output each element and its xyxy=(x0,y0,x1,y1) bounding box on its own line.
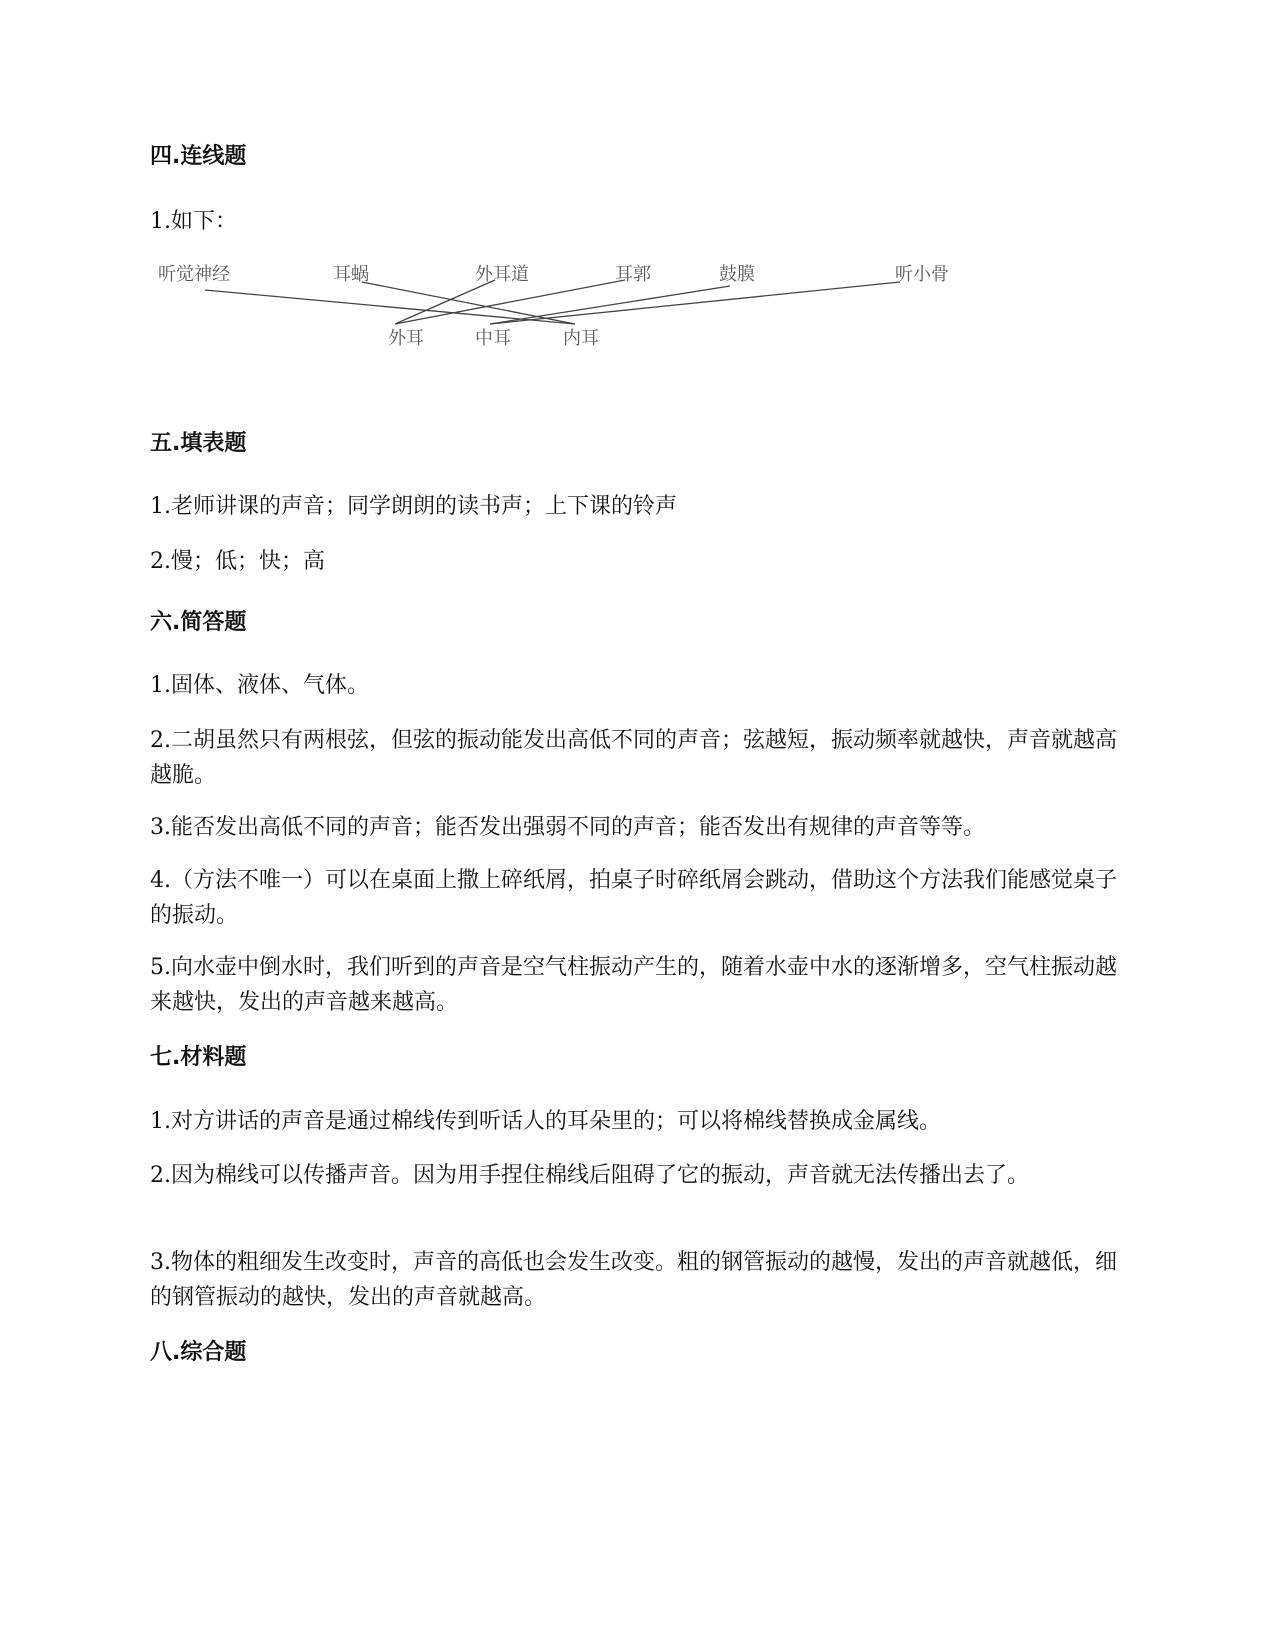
matching-diagram-svg xyxy=(150,262,1010,372)
section-heading-comprehensive: 八.综合题 xyxy=(150,1340,247,1365)
label-ossicles: 听小骨 xyxy=(895,264,949,285)
label-auditory-nerve: 听觉神经 xyxy=(158,264,230,285)
label-auricle: 耳郭 xyxy=(615,264,651,285)
short-answer-3: 3.能否发出高低不同的声音；能否发出强弱不同的声音；能否发出有规律的声音等等。 xyxy=(150,815,985,840)
matching-diagram xyxy=(150,262,1010,372)
material-answer-1: 1.对方讲话的声音是通过棉线传到听话人的耳朵里的；可以将棉线替换成金属线。 xyxy=(150,1109,941,1134)
table-answer-1: 1.老师讲课的声音；同学朗朗的读书声；上下课的铃声 xyxy=(150,494,677,519)
short-answer-2: 2.二胡虽然只有两根弦，但弦的振动能发出高低不同的声音；弦越短，振动频率就越快，声音就越高越脆。 xyxy=(150,728,1117,788)
table-answer-2: 2.慢；低；快；高 xyxy=(150,549,325,574)
label-ear-canal: 外耳道 xyxy=(475,264,529,285)
matching-question-1: 1.如下： xyxy=(150,209,237,234)
line-cochlea-to-inner-ear xyxy=(362,282,575,324)
section-heading-matching: 四.连线题 xyxy=(150,144,247,169)
short-answer-5: 5.向水壶中倒水时，我们听到的声音是空气柱振动产生的，随着水壶中水的逐渐增多，空气柱振动越来越快，发出的声音越来越高。 xyxy=(150,955,1117,1015)
material-answer-3: 3.物体的粗细发生改变时，声音的高低也会发生改变。粗的钢管振动的越慢，发出的声音就越低，细的钢管振动的越快，发出的声音就越高。 xyxy=(150,1250,1117,1310)
section-heading-table: 五.填表题 xyxy=(150,431,247,456)
short-answer-4: 4.（方法不唯一）可以在桌面上撒上碎纸屑，拍桌子时碎纸屑会跳动，借助这个方法我们能感觉桌子的振动。 xyxy=(150,868,1117,928)
section-heading-short-answer: 六.简答题 xyxy=(150,610,247,635)
line-eardrum-to-middle-ear xyxy=(490,286,730,324)
label-inner-ear: 内耳 xyxy=(563,328,599,349)
label-eardrum: 鼓膜 xyxy=(719,264,755,285)
section-heading-material: 七.材料题 xyxy=(150,1045,247,1070)
line-ear-canal-to-outer-ear xyxy=(395,280,495,324)
line-ossicles-to-middle-ear xyxy=(490,282,900,324)
short-answer-1: 1.固体、液体、气体。 xyxy=(150,673,369,698)
label-cochlea: 耳蜗 xyxy=(333,264,369,285)
material-answer-2: 2.因为棉线可以传播声音。因为用手捏住棉线后阻碍了它的振动，声音就无法传播出去了。 xyxy=(150,1163,1029,1188)
label-middle-ear: 中耳 xyxy=(475,328,511,349)
label-outer-ear: 外耳 xyxy=(388,328,424,349)
